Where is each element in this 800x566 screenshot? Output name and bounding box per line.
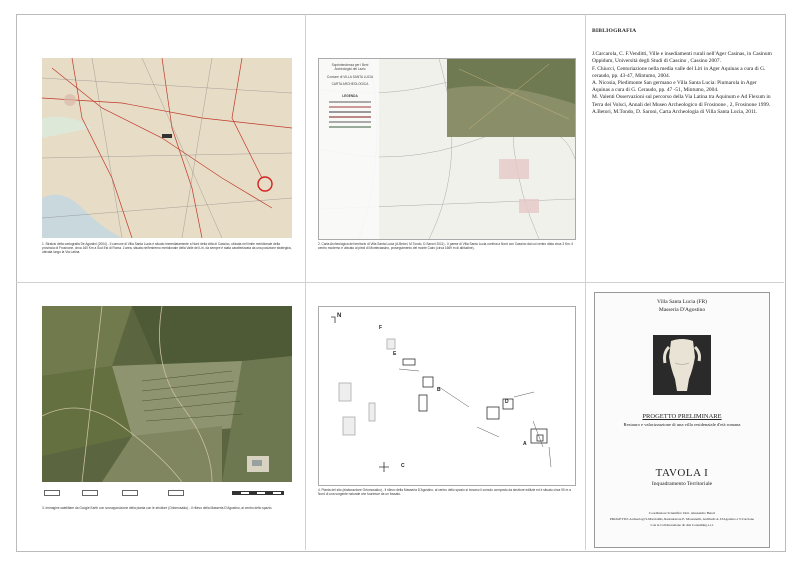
bibliography-entry-1: J.Carcarola, C. F.Venditti, Ville e insediamenti rurali nell'Ager Casinas, in Casinum Oppidum, Università degli Studi di Cassino , Cassino 2007.	[592, 51, 772, 65]
tavola-subtitle: Inquadramento Territoriale	[651, 481, 713, 487]
aerial-scale-legend	[44, 490, 284, 496]
credits-project: PROGETTO: Archeologi S.Marcialdis, Restauratore E. Moreanelli, Architetti A. D'Agostino e V.Carcione	[610, 517, 754, 521]
north-arrow-label: N	[337, 313, 342, 319]
bibliography-entry-5: A.Betori, M.Tondo, D. Saroni, Carta Archeologia di Villa Santa Lucia, 2011.	[592, 108, 758, 115]
aerial-photo-caption: 3. Immagine satellitare da Google Earth con sovrapposizione della pianta con le strutture (Ortomosaiko) - Il rilievo della Masseria D'Agostino, al centro dello spazio.	[42, 506, 273, 510]
road-map-image	[42, 58, 292, 238]
plan-label-e: E	[393, 351, 397, 357]
plan-label-f: F	[379, 325, 383, 331]
bibliography-entry-3: A. Nicosia, Piedimonte San germano e Villa Santa Lucia: Piumarola in Ager Aquinas a cura di G. Ceraudo, pp. 47 -51, Mintumo, 2004.	[592, 80, 757, 94]
plan-label-c: C	[401, 463, 405, 469]
plan-label-b: B	[437, 387, 441, 393]
credits-collaboration: Con la Collaborazione di: Aln Consulting s.r.l.	[650, 523, 714, 527]
aerial-photo-image	[42, 306, 292, 482]
site-plan-caption: 4. Pianta del sito (elaborazione Ortomosaiko) - Il rilievo della Masseria D'Agostino, al centro dello spazio si trovano il cumulo composto da strutture edilizie ed è situato circa 90 m a Nord di una sorgente naturale che fuoriesce da un fossato.	[318, 488, 571, 497]
bibliography-section	[592, 28, 772, 116]
archaeological-map-panel	[318, 58, 576, 240]
road-map-panel	[42, 58, 292, 238]
title-block	[594, 292, 770, 548]
place-name: Villa Santa Lucia (FR)	[657, 299, 707, 305]
road-map-caption: 1. Stralcio della cartografia De Agostini (2004) - Il comune di Villa Santa Lucia è situato immediatamente a Nord della città di Cassino, ubicata nel limite meridionale della provincia di Frosinone, circa 160 Km a Sud Est di Roma. L'area, situata nell'estremo meridionale della Valle del Liri, da sempre è stata caratterizzata da una posizione strategica, ubicata lungo la Via Latina.	[42, 242, 292, 255]
row-divider	[16, 282, 784, 283]
legend-heading: CARTA ARCHEOLOGICA	[331, 82, 369, 86]
aerial-photo-panel	[42, 306, 292, 482]
archaeological-map-caption: 2. Carta Archeologica del territorio di Villa Santa Lucia (A.Betori, M.Tondo, D.Saroni 2011) - Il paese di Villa Santa Lucia confina a Nord con Cassino dal cui centro dista circa 3 Km. Il centro moderno è ubicato ai piedi di Montecassino, proseguimento del monte Cairo (circa 1669 m di altitudine).	[318, 242, 574, 251]
project-title: PROGETTO PRELIMINARE	[642, 413, 722, 420]
credits-coordinator: Coordinatore Scientifico Dott. Alessandro Betori	[648, 511, 716, 515]
archaeological-map-legend	[323, 63, 377, 131]
site-name: Masseria D'Agostino	[658, 307, 706, 313]
bibliography-entry-2: F. Chiucci, Centuriazione nella media valle del Liri in Ager Aquinas a cura di G. ceraudo, pp. 43-47, Mintumo, 2004.	[592, 65, 766, 79]
legend-authority: Soprintendenza per i Beni Archeologici del Lazio	[331, 63, 369, 71]
legend-municipality: Comune di VILLA SANTA LUCIA	[326, 75, 374, 79]
legend-swatches	[323, 101, 377, 128]
bibliography-entry-4: M. Valenti Osservazioni sul percorso della Via Latina tra Aquinum e Ad Flexum in Terra dei Volsci, Annali del Museo Archeologico di Frosinone , 2, Frosinone 1999.	[592, 94, 771, 108]
site-plan-drawing	[319, 307, 575, 485]
plan-label-d: D	[505, 399, 509, 405]
statue-image	[653, 335, 711, 395]
tavola-title: TAVOLA I	[655, 467, 709, 479]
bibliography-heading: BIBLIOGRAFIA	[592, 28, 637, 34]
project-subtitle: Restauro e valorizzazione di una villa residenziale d'età romana	[623, 422, 741, 427]
plan-label-a: A	[523, 441, 527, 447]
site-plan-panel	[318, 306, 576, 486]
legend-label: LEGENDA	[342, 94, 358, 98]
